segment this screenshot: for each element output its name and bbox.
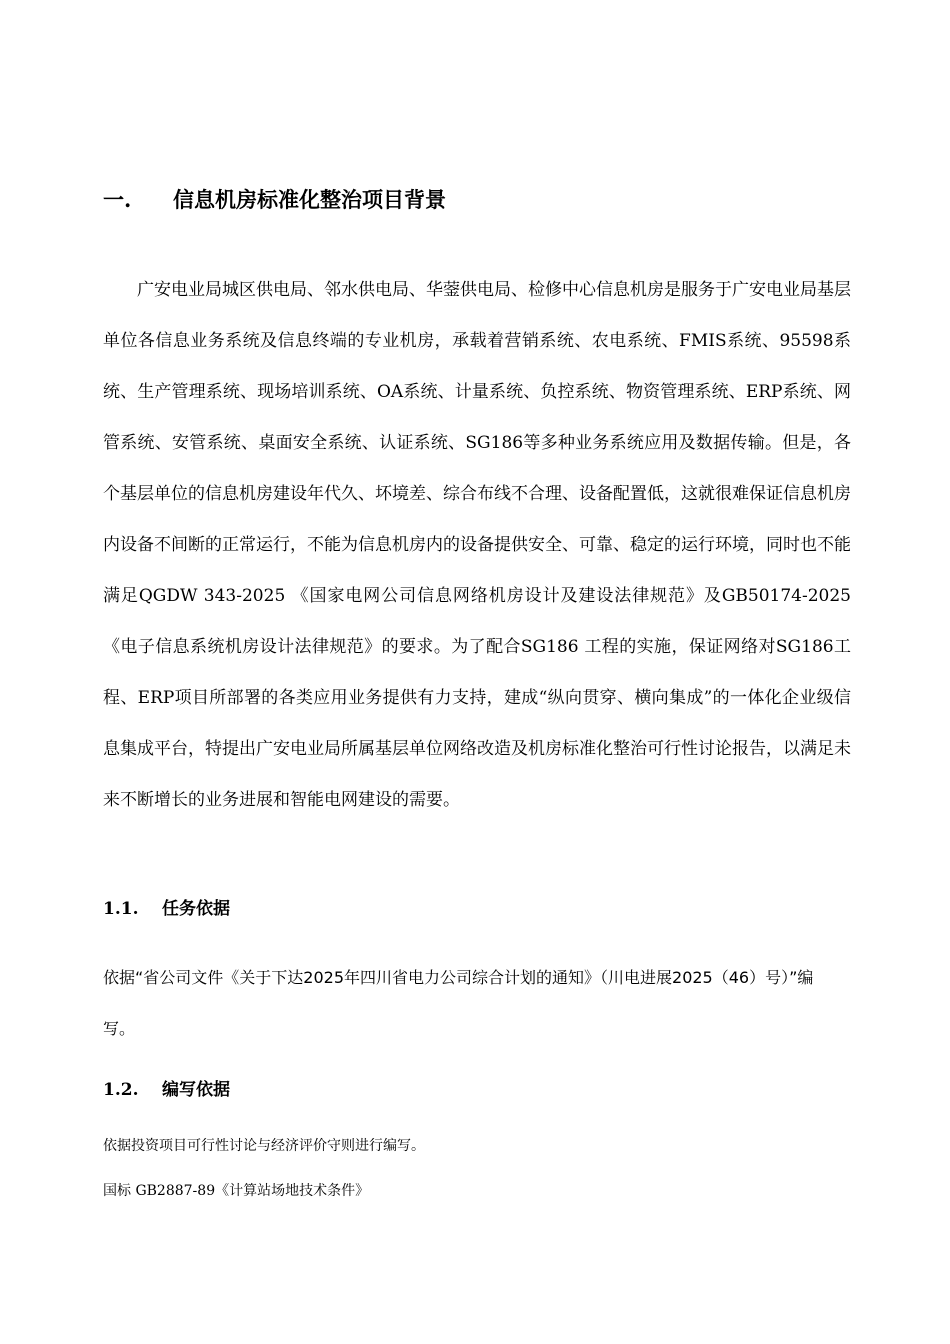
section-1-1-number: 1.1. — [103, 899, 139, 919]
background-paragraph: 广安电业局城区供电局、邻水供电局、华蓥供电局、检修中心信息机房是服务于广安电业局基层单位各信息业务系统及信息终端的专业机房，承载着营销系统、农电系统、FMIS系统、95598系统、生产管理系统、现场培训系统、OA系统、计量系统、负控系统、物资管理系统、ERP系统、网管系统、安管系统、桌面安全系统、认证系统、SG186等多种业务系统应用及数据传输。但是，各个基层单位的信息机房建设年代久、坏境差、综合布线不合理、设备配置低，这就很难保证信息机房内设备不间断的正常运行，不能为信息机房内的设备提供安全、可靠、稳定的运行环境，同时也不能满足QGDW 343-2025 《国家电网公司信息网络机房设计及建设法律规范》及GB50174-2025《电子信息系统机房设计法律规范》的要求。为了配合SG186 工程的实施，保证网络对SG186工程、ERP项目所部署的各类应用业务提供有力支持，建成“纵向贯穿、横向集成”的一体化企业级信息集成平台，特提出广安电业局所属基层单位网络改造及机房标准化整治可行性讨论报告，以满足未来不断增长的业务进展和智能电网建设的需要。 — [103, 280, 851, 810]
section-1-2-heading — [103, 1075, 230, 1100]
task-basis-text: 依据“省公司文件《关于下达2025年四川省电力公司综合计划的通知》（川电进展2025（46）号）”编写。 — [103, 968, 814, 1038]
section-1-heading — [103, 184, 446, 214]
section-1-1-title: 任务依据 — [162, 899, 230, 919]
section-1-title: 信息机房标准化整治项目背景 — [173, 187, 446, 212]
section-1-number: 一. — [103, 187, 132, 212]
section-1-2-title: 编写依据 — [162, 1080, 230, 1100]
section-1-1-heading — [103, 894, 230, 919]
writing-basis-line-1: 依据投资项目可行性讨论与经济评价守则进行编写。 — [103, 1138, 425, 1154]
section-1-2-number: 1.2. — [103, 1080, 139, 1100]
writing-basis-line-2: 国标 GB2887-89《计算站场地技术条件》 — [103, 1183, 370, 1199]
